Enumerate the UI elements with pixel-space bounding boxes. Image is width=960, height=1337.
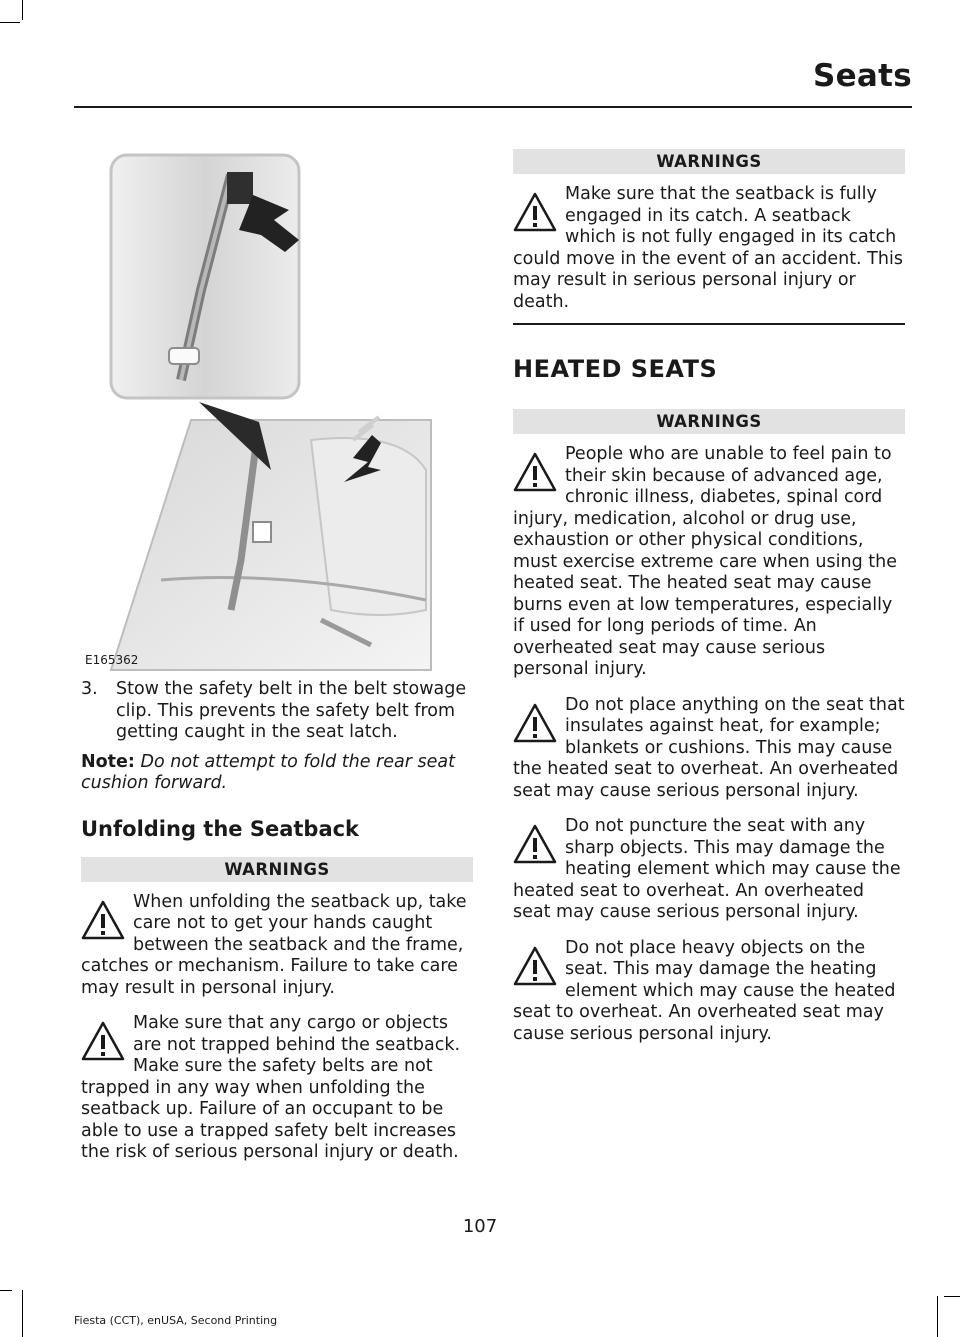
note-text: Do not attempt to fold the rear seat cushion forward. [81,751,455,793]
warning-triangle-icon [79,1017,127,1065]
warning-text: Do not place anything on the seat that insulates against heat, for example; blankets or cushions. This may cause the heated seat to overheat. An overheated seat may cause serious personal injury. [513,694,905,801]
section-rule [513,323,905,325]
footer-edition: Fiesta (CCT), enUSA, Second Printing [74,1314,278,1327]
header-rule [74,106,912,108]
warning-item [81,1013,473,1164]
warning-triangle-icon [511,942,559,990]
warning-item [513,184,905,313]
warning-triangle-icon [79,896,127,944]
warning-item [513,444,905,681]
warning-text: Make sure that the seatback is fully engaged in its catch. A seatback which is not fully engaged in its catch could move in the event of an accident. This may result in serious personal injury or death. [513,184,903,312]
step-text: Stow the safety belt in the belt stowage clip. This prevents the safety belt from getting caught in the seat latch. [116,679,467,742]
step-item [81,679,473,744]
crop-mark [22,1290,23,1337]
left-column [81,140,473,1164]
page-title: Seats [812,58,912,94]
crop-mark [944,1296,960,1297]
warning-triangle-icon [511,188,559,236]
warning-item [513,938,905,1046]
note [81,752,473,795]
crop-mark [0,1290,12,1291]
warning-item [513,695,905,803]
warning-text: Do not place heavy objects on the seat. This may damage the heating element which may cause the heated seat to overheat. An overheated seat may cause serious personal injury. [513,937,896,1044]
warning-text: When unfolding the seatback up, take care not to get your hands caught between the seatback and the frame, catches or mechanism. Failure to take care may result in personal injury. [81,891,467,998]
warning-item [513,816,905,924]
section-subheading: Unfolding the Seatback [81,816,360,841]
warnings-header: WARNINGS [513,409,905,434]
crop-mark [22,0,23,20]
warning-triangle-icon [511,448,559,496]
note-label: Note: [81,751,135,772]
section-heading: HEATED SEATS [513,355,718,383]
right-column [513,149,905,1045]
warnings-header: WARNINGS [513,149,905,174]
warnings-header: WARNINGS [81,857,473,882]
page-number: 107 [462,1216,498,1237]
seatback-belt-image [81,140,473,675]
figure-code: E165362 [85,653,139,667]
crop-mark [0,22,20,23]
warning-text: Make sure that any cargo or objects are not trapped behind the seatback. Make sure the safety belts are not trapped in any way when unfolding the seatback up. Failure of an occupant to be able to use a trapped safety belt increases the risk of serious personal injury or death. [81,1013,461,1162]
seat-belt-illustration [81,140,473,675]
warning-text: People who are unable to feel pain to their skin because of advanced age, chronic illness, diabetes, spinal cord injury, medication, alcohol or drug use, exhaustion or other physical conditions, must exercise extreme care when using the heated seat. The heated seat may cause burns even at low temperatures, especially if used for long periods of time. An overheated seat may cause serious personal injury. [513,444,897,679]
warning-triangle-icon [511,820,559,868]
crop-mark [937,1296,938,1337]
warning-triangle-icon [511,699,559,747]
warning-item [81,892,473,1000]
warning-text: Do not puncture the seat with any sharp objects. This may damage the heating element which may cause the heated seat to overheat. An overheated seat may cause serious personal injury. [513,816,901,922]
step-number: 3. [81,679,98,699]
